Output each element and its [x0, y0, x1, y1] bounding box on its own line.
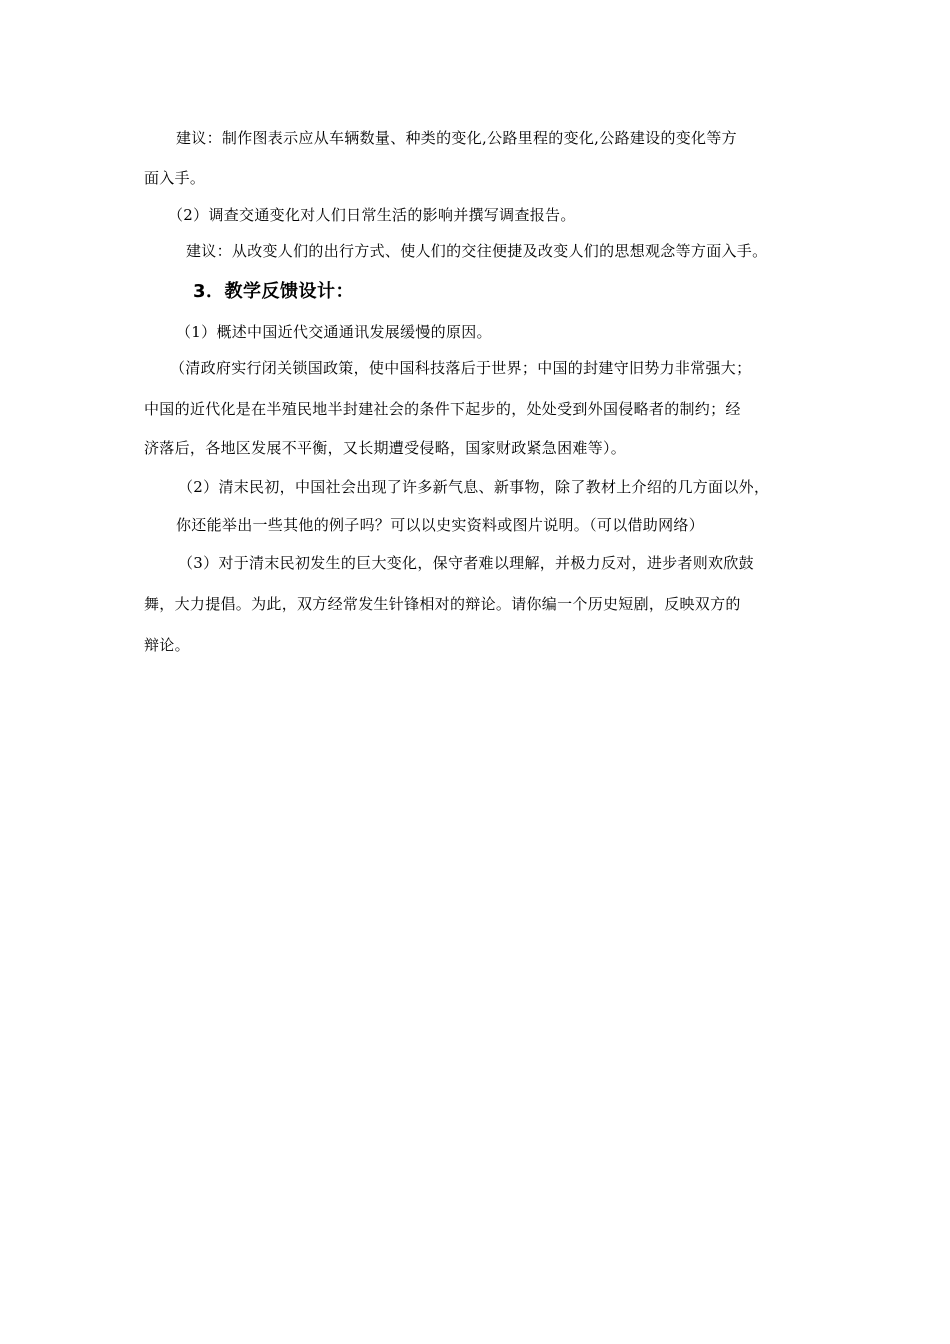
- question-1: （1）概述中国近代交通通讯发展缓慢的原因。: [176, 323, 492, 341]
- answer-1-line-1: （清政府实行闭关锁国政策，使中国科技落后于世界；中国的封建守旧势力非常强大；: [170, 359, 752, 377]
- suggestion-1-line-2: 面入手。: [144, 169, 206, 187]
- suggestion-1-line-1: 建议：制作图表示应从车辆数量、种类的变化,公路里程的变化,公路建设的变化等方: [176, 129, 737, 147]
- question-2-line-2: 你还能举出一些其他的例子吗？可以以史实资料或图片说明。（可以借助网络）: [176, 516, 705, 534]
- suggestion-2: 建议：从改变人们的出行方式、使人们的交往便捷及改变人们的思想观念等方面入手。: [186, 242, 768, 260]
- question-3-line-3: 辩论。: [144, 636, 190, 654]
- answer-1-line-3: 济落后，各地区发展不平衡，又长期遭受侵略，国家财政紧急困难等）。: [144, 439, 627, 457]
- question-2-line-1: （2）清末民初，中国社会出现了许多新气息、新事物，除了教材上介绍的几方面以外，: [178, 478, 770, 496]
- task-item-2: （2）调查交通变化对人们日常生活的影响并撰写调查报告。: [168, 206, 576, 224]
- question-3-line-2: 舞，大力提倡。为此，双方经常发生针锋相对的辩论。请你编一个历史短剧，反映双方的: [144, 595, 741, 613]
- section-heading-feedback: 3．教学反馈设计：: [193, 281, 355, 302]
- answer-1-line-2: 中国的近代化是在半殖民地半封建社会的条件下起步的，处处受到外国侵略者的制约；经: [144, 400, 741, 418]
- question-3-line-1: （3）对于清末民初发生的巨大变化，保守者难以理解，并极力反对，进步者则欢欣鼓: [178, 554, 754, 572]
